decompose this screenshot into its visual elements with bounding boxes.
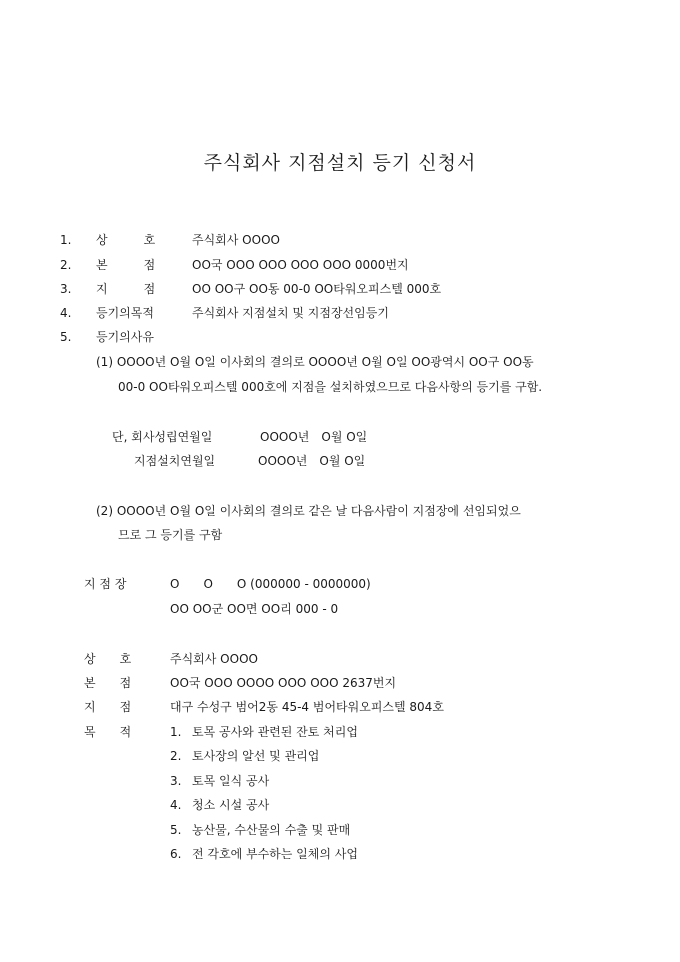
manager-address: OO OO군 OO면 OO리 000 - 0: [170, 602, 339, 616]
purpose-number: 1.: [170, 725, 182, 739]
detail-label: 상 호: [84, 652, 132, 666]
purpose-text: 토목 공사와 관련된 잔토 처리업: [192, 725, 358, 739]
purpose-text: 청소 시설 공사: [192, 798, 270, 812]
item-value: 주식회사 지점설치 및 지점장선임등기: [192, 306, 389, 320]
purpose-text: 전 각호에 부수하는 일체의 사업: [192, 847, 358, 861]
item-number: 5.: [60, 330, 72, 344]
detail-label: 지 점: [84, 700, 132, 714]
detail-label: 본 점: [84, 676, 132, 690]
detail-value: 대구 수성구 범어2동 45-4 범어타워오피스텔 804호: [170, 700, 444, 714]
reason-1-line-1: (1) OOOO년 O월 O일 이사회의 결의로 OOOO년 O월 O일 OO광역시 OO구 OO동: [96, 355, 534, 369]
detail-value: OO국 OOO OOOO OOO OOO 2637번지: [170, 676, 397, 690]
item-number: 1.: [60, 233, 72, 247]
item-label: 상 호: [96, 233, 156, 247]
item-value: OO국 OOO OOO OOO OOO 0000번지: [192, 258, 409, 272]
item-value: 주식회사 OOOO: [192, 233, 280, 247]
founded-date-label: 단, 회사성립연월일: [112, 430, 213, 444]
purpose-text: 농산물, 수산물의 수출 및 판매: [192, 823, 351, 837]
purpose-text: 토목 일식 공사: [192, 774, 270, 788]
item-label: 등기의목적: [96, 306, 154, 320]
purpose-number: 4.: [170, 798, 182, 812]
item-number: 4.: [60, 306, 72, 320]
purpose-text: 토사장의 알선 및 관리업: [192, 749, 320, 763]
purpose-number: 3.: [170, 774, 182, 788]
founded-date-value: OOOO년 O월 O일: [260, 430, 368, 444]
purpose-number: 2.: [170, 749, 182, 763]
item-number: 2.: [60, 258, 72, 272]
detail-label: 목 적: [84, 725, 132, 739]
manager-label: 지 점 장: [84, 577, 127, 591]
purpose-number: 5.: [170, 823, 182, 837]
reason-2-line-2: 므로 그 등기를 구함: [118, 528, 223, 542]
reason-1-line-2: 00-0 OO타워오피스텔 000호에 지점을 설치하였으므로 다음사항의 등기를 구함.: [118, 380, 543, 394]
reason-2-line-1: (2) OOOO년 O월 O일 이사회의 결의로 같은 날 다음사람이 지점장에 선임되었으: [96, 504, 521, 518]
page-title: 주식회사 지점설치 등기 신청서: [203, 152, 477, 174]
purpose-number: 6.: [170, 847, 182, 861]
item-label: 지 점: [96, 282, 156, 296]
branch-date-value: OOOO년 O월 O일: [258, 454, 366, 468]
detail-value: 주식회사 OOOO: [170, 652, 258, 666]
manager-name: O O O (000000 - 0000000): [170, 577, 371, 591]
item-label: 본 점: [96, 258, 156, 272]
branch-date-label: 지점설치연월일: [134, 454, 216, 468]
item-label: 등기의사유: [96, 330, 154, 344]
item-value: OO OO구 OO동 00-0 OO타워오피스텔 000호: [192, 282, 442, 296]
item-number: 3.: [60, 282, 72, 296]
